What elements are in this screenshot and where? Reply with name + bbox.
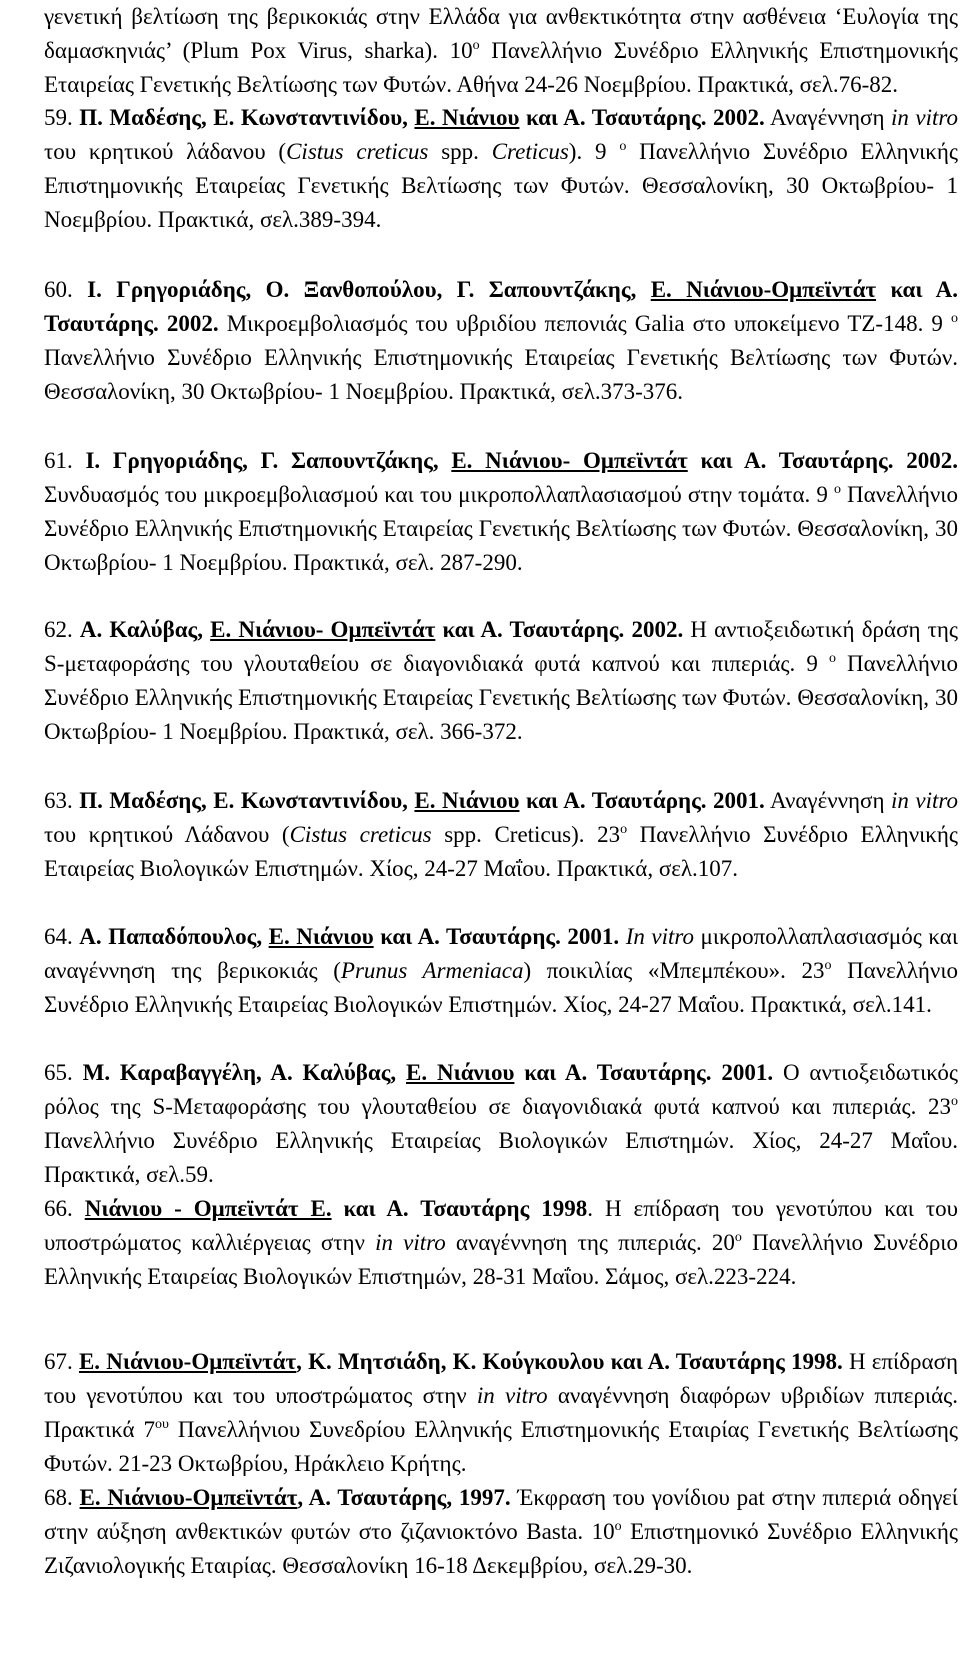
reference-text-segment: ο — [951, 311, 958, 326]
reference-text-segment: ο — [951, 1094, 958, 1109]
reference-68 — [44, 1481, 958, 1583]
reference-text-segment: ο — [620, 822, 628, 837]
reference-text-segment: Creticus — [491, 139, 569, 164]
reference-text-segment: Επιστημονικό Συνέδριο Ελληνικής Ζιζανιολογικής Εταιρίας. Θεσσαλονίκη 16-18 Δεκεμβρίου, σελ.29-30. — [44, 1519, 958, 1578]
reference-text-segment: ). 9 — [568, 139, 620, 164]
reference-text-segment: in vitro — [891, 788, 958, 813]
reference-text-segment: Η αντιοξειδωτική δράση της S-μεταφοράσης του γλουταθείου σε διαγονιδιακά φυτά καπνού και πιπεριάς. 9 — [44, 617, 959, 676]
reference-text-segment: Π. Μαδέσης, Ε. Κωνσταντινίδου, — [79, 788, 415, 813]
reference-text-segment: γενετική βελτίωση της βερικοκιάς στην Ελλάδα για ανθεκτικότητα στην ασθένεια ‘Ευλογία της δαμασκηνιάς’ (Plum Pox Virus, sharka). 10 — [44, 4, 958, 63]
reference-text-segment: 59. — [44, 105, 80, 130]
reference-text-segment: του κρητικού Λάδανου ( — [44, 822, 290, 847]
reference-continuation — [44, 0, 958, 102]
reference-text-segment: 67. — [44, 1349, 79, 1374]
reference-text-segment: , Α. Τσαυτάρης, 1997. — [297, 1485, 511, 1510]
reference-text-segment: Η επίδραση του γενοτύπου και του υποστρώματος στην — [44, 1349, 959, 1408]
reference-text-segment: ο — [472, 38, 480, 53]
reference-text-segment: Πανελλήνιου Συνεδρίου Ελληνικής Επιστημονικής Εταιρίας Γενετικής Βελτίωσης Φυτών. 21-23 Οκτωβρίου, Ηράκλειο Κρήτης. — [44, 1417, 958, 1476]
reference-text-segment: μικροπολλαπλασιασμός και αναγέννηση της βερικοκιάς ( — [44, 924, 959, 983]
reference-63 — [44, 784, 958, 886]
reference-text-segment: και Α. Τσαυτάρης. 2002. — [435, 617, 684, 642]
reference-text-segment: 60. — [44, 277, 88, 302]
reference-text-segment: 64. — [44, 924, 80, 949]
reference-text-segment: Α. Καλύβας, — [79, 617, 211, 642]
reference-text-segment: Συνδυασμός του μικροεμβολιασμού και του μικροπολλαπλασιασμού στην τομάτα. 9 — [44, 482, 834, 507]
reference-text-segment: και Α. Τσαυτάρης. 2002. — [687, 448, 958, 473]
reference-text-segment: Π. Μαδέσης, Ε. Κωνσταντινίδου, — [79, 105, 415, 130]
reference-65 — [44, 1056, 958, 1192]
reference-61 — [44, 444, 958, 580]
reference-text-segment: Α. Παπαδόπουλος, — [79, 924, 269, 949]
reference-text-segment: και Α. Τσαυτάρης. 2002. — [44, 277, 958, 336]
reference-text-segment: ου — [155, 1417, 169, 1432]
reference-60 — [44, 273, 958, 409]
reference-59 — [44, 101, 958, 237]
reference-text-segment: και Α. Τσαυτάρης. 2001. — [519, 788, 765, 813]
reference-text-segment: Ε. Νιάνιου-Ομπεϊντάτ — [650, 277, 877, 302]
reference-text-segment: , Κ. Μητσιάδη, Κ. Κούγκουλου και Α. Τσαυτάρης 1998. — [296, 1349, 843, 1374]
reference-text-segment: 65. — [44, 1060, 83, 1085]
reference-text-segment: 66. — [44, 1196, 85, 1221]
reference-text-segment: Πανελλήνιο Συνέδριο Ελληνικής Επιστημονικής Εταιρείας Γενετικής Βελτίωσης των Φυτών. Θεσσαλονίκη, 30 Οκτωβρίου- 1 Νοεμβρίου. Πρακτικά, σελ.389-394. — [44, 139, 959, 232]
reference-67 — [44, 1345, 958, 1481]
reference-text-segment: spp. Creticus). 23 — [431, 822, 621, 847]
reference-text-segment: αναγέννηση διαφόρων υβριδίων πιπεριάς. Πρακτικά 7 — [44, 1383, 959, 1442]
reference-text-segment: in vitro — [375, 1230, 446, 1255]
reference-text-segment: ο — [833, 482, 841, 497]
reference-text-segment: Ε. Νιάνιου-Ομπεϊντάτ — [78, 1349, 297, 1374]
reference-text-segment: In vitro — [625, 924, 694, 949]
reference-text-segment: του κρητικού λάδανου ( — [44, 139, 287, 164]
reference-text-segment: spp. — [428, 139, 492, 164]
reference-text-segment: . Η επίδραση του γενοτύπου και του υποστρώματος καλλιέργειας στην — [44, 1196, 958, 1255]
reference-text-segment: Πανελλήνιο Συνέδριο Ελληνικής Εταιρείας Βιολογικών Επιστημών. Χίος, 24-27 Μαΐου. Πρακτικά, σελ.141. — [44, 958, 959, 1017]
reference-text-segment: Ε. Νιάνιου- Ομπεϊντάτ — [210, 617, 436, 642]
reference-text-segment: Ε. Νιάνιου — [414, 105, 520, 130]
reference-text-segment: Ε. Νιάνιου- Ομπεϊντάτ — [451, 448, 688, 473]
reference-text-segment: Πανελλήνιο Συνέδριο Ελληνικής Επιστημονικής Εταιρείας Γενετικής Βελτίωσης των Φυτών. Θεσσαλονίκη, 30 Οκτωβρίου- 1 Νοεμβρίου. Πρακτικά, σελ.373-376. — [44, 345, 958, 404]
reference-text-segment: Πανελλήνιο Συνέδριο Ελληνικής Επιστημονικής Εταιρείας Γενετικής Βελτίωσης των Φυτών. Θεσσαλονίκη, 30 Οκτωβρίου- 1 Νοεμβρίου. Πρακτικά, σελ. 287-290. — [44, 482, 958, 575]
reference-text-segment: Ε. Νιάνιου — [414, 788, 520, 813]
reference-66 — [44, 1192, 958, 1294]
reference-text-segment: και Α. Τσαυτάρης 1998 — [331, 1196, 588, 1221]
reference-text-segment: Πανελλήνιο Συνέδριο Ελληνικής Εταιρείας Βιολογικών Επιστημών, 28-31 Μαΐου. Σάμος, σελ.223-224. — [44, 1230, 958, 1289]
reference-text-segment: Prunus Armeniaca — [340, 958, 524, 983]
reference-text-segment: Αναγέννηση — [764, 105, 891, 130]
reference-64 — [44, 920, 958, 1022]
reference-text-segment: 61. — [44, 448, 86, 473]
reference-text-segment: ο — [614, 1519, 622, 1534]
reference-text-segment: Νιάνιου - Ομπεϊντάτ Ε. — [84, 1196, 332, 1221]
reference-text-segment: Cistus creticus — [286, 139, 429, 164]
reference-text-segment: Μικροεμβολιασμός του υβριδίου πεπονιάς Galia στο υποκείμενο ΤΖ-148. 9 — [218, 311, 951, 336]
reference-text-segment: και Α. Τσαυτάρης. 2002. — [519, 105, 765, 130]
reference-text-segment: και Α. Τσαυτάρης. 2001. — [514, 1060, 774, 1085]
reference-text-segment: ο — [828, 651, 836, 666]
reference-text-segment: Ο αντιοξειδωτικός ρόλος της S-Μεταφοράσης του γλουταθείου σε διαγονιδιακά φυτά καπνού και πιπεριάς. 23 — [44, 1060, 959, 1119]
reference-text-segment: 62. — [44, 617, 80, 642]
reference-text-segment: αναγέννηση της πιπεριάς. 20 — [445, 1230, 735, 1255]
reference-text-segment: Ε. Νιάνιου-Ομπεϊντάτ — [79, 1485, 298, 1510]
reference-text-segment: ) ποικιλίας «Μπεμπέκου». 23 — [523, 958, 825, 983]
reference-text-segment: Ε. Νιάνιου — [406, 1060, 515, 1085]
reference-text-segment: Πανελλήνιο Συνέδριο Ελληνικής Εταιρείας Βιολογικών Επιστημών. Χίος, 24-27 Μαΐου. Πρακτικά, σελ.59. — [44, 1128, 958, 1187]
reference-text-segment: ο — [824, 958, 832, 973]
reference-text-segment: Έκφραση του γονίδιου pat στην πιπεριά οδηγεί στην αύξηση ανθεκτικών φυτών στο ζιζανιοκτόνο Basta. 10 — [44, 1485, 958, 1544]
reference-text-segment: Μ. Καραβαγγέλη, Α. Καλύβας, — [82, 1060, 407, 1085]
reference-text-segment: Ι. Γρηγοριάδης, Ο. Ξανθοπούλου, Γ. Σαπουντζάκης, — [87, 277, 651, 302]
reference-text-segment: Cistus creticus — [289, 822, 432, 847]
reference-text-segment: 63. — [44, 788, 80, 813]
reference-text-segment: in vitro — [476, 1383, 548, 1408]
reference-text-segment: ο — [734, 1230, 742, 1245]
reference-text-segment: 68. — [44, 1485, 80, 1510]
reference-text-segment: in vitro — [891, 105, 958, 130]
reference-text-segment: Ε. Νιάνιου — [268, 924, 374, 949]
reference-62 — [44, 613, 958, 749]
reference-text-segment: Αναγέννηση — [764, 788, 891, 813]
reference-text-segment: Πανελλήνιο Συνέδριο Ελληνικής Εταιρείας Βιολογικών Επιστημών. Χίος, 24-27 Μαΐου. Πρακτικά, σελ.107. — [44, 822, 959, 881]
reference-text-segment: Πανελλήνιο Συνέδριο Ελληνικής Επιστημονικής Εταιρείας Γενετικής Βελτίωσης των Φυτών. Αθήνα 24-26 Νοεμβρίου. Πρακτικά, σελ.76-82. — [44, 38, 958, 97]
reference-text-segment: ο — [619, 139, 627, 154]
reference-text-segment: Πανελλήνιο Συνέδριο Ελληνικής Επιστημονικής Εταιρείας Γενετικής Βελτίωσης των Φυτών. Θεσσαλονίκη, 30 Οκτωβρίου- 1 Νοεμβρίου. Πρακτικά, σελ. 366-372. — [44, 651, 958, 744]
reference-text-segment: Ι. Γρηγοριάδης, Γ. Σαπουντζάκης, — [85, 448, 452, 473]
reference-text-segment: και Α. Τσαυτάρης. 2001. — [373, 924, 620, 949]
